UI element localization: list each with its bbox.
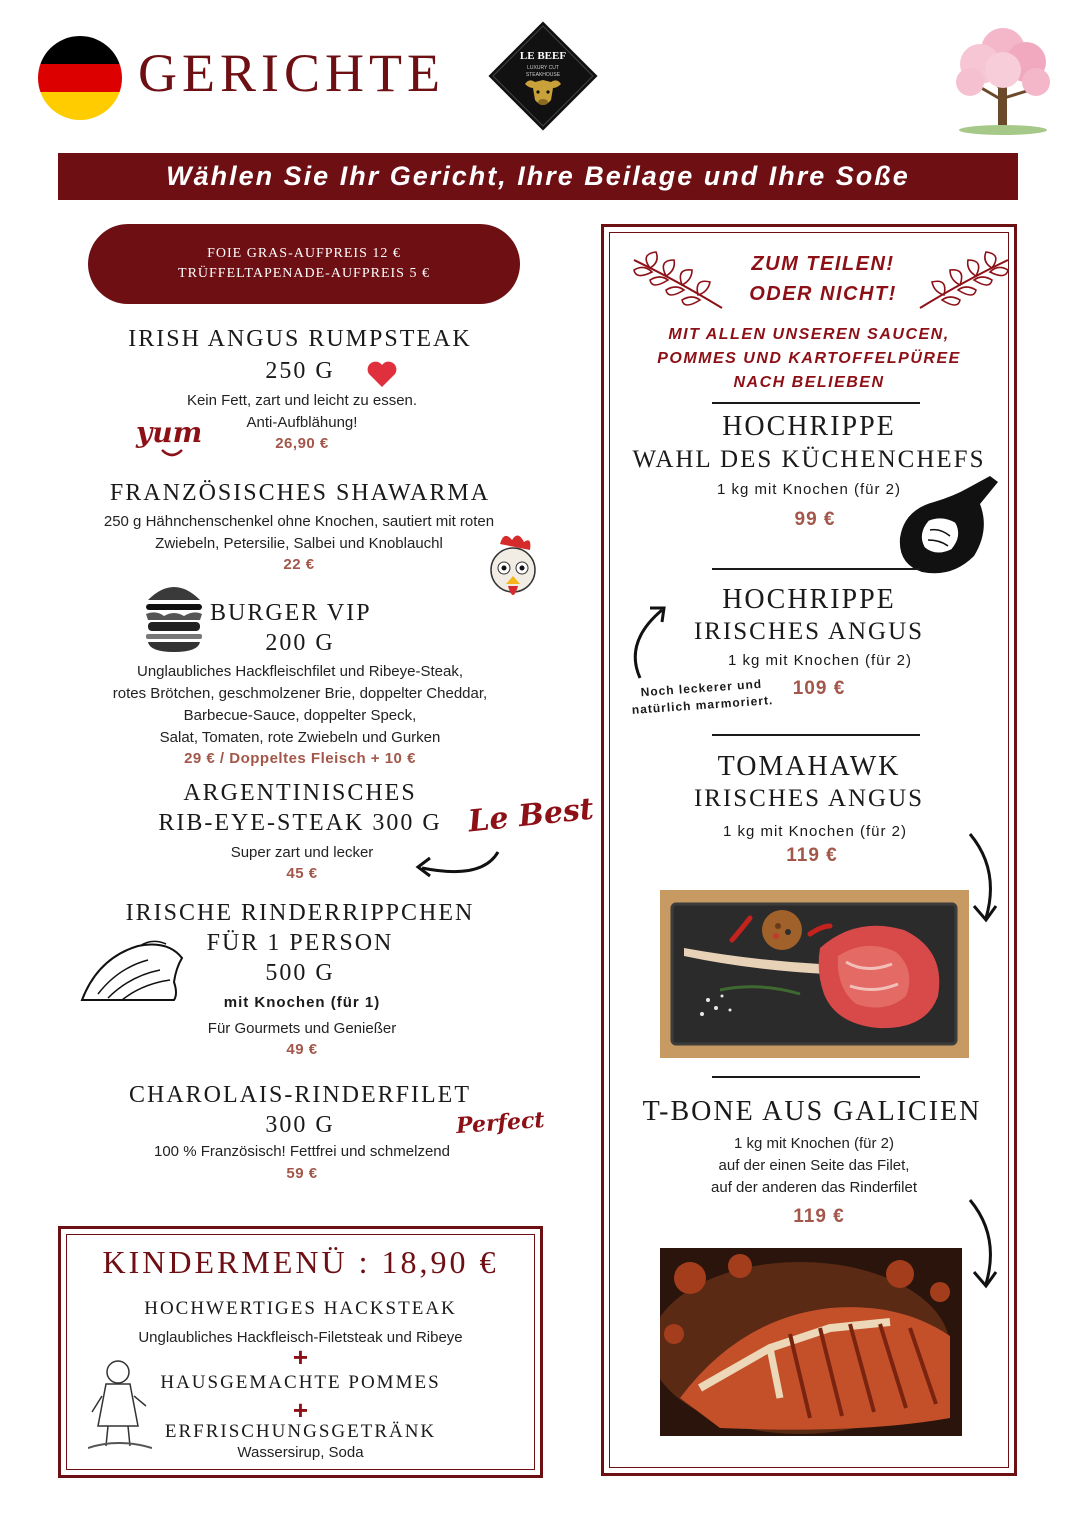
- divider: [712, 568, 920, 570]
- dish-price: 26,90 €: [275, 435, 329, 452]
- kids-item-drink: ERFRISCHUNGSGETRÄNK: [164, 1421, 437, 1442]
- dish-title: FÜR 1 PERSON: [206, 930, 394, 956]
- dish-price: 29 € / Doppeltes Fleisch + 10 €: [184, 750, 416, 767]
- dish-title: IRISCHE RINDERRIPPCHEN: [125, 900, 475, 926]
- curved-arrow-icon: [412, 848, 502, 887]
- dish-title: ARGENTINISCHES: [183, 780, 417, 806]
- kids-item-drink-desc: Wassersirup, Soda: [237, 1444, 364, 1461]
- curved-arrow-down-icon: [966, 1196, 1002, 1297]
- t-bone-photo: [660, 1248, 962, 1436]
- kids-item-fries: HAUSGEMACHTE POMMES: [160, 1372, 441, 1393]
- svg-text:yum: yum: [136, 416, 203, 449]
- share-item-price: 109 €: [792, 678, 846, 699]
- child-illustration: [88, 1356, 152, 1457]
- kids-item-steak: HOCHWERTIGES HACKSTEAK: [144, 1298, 457, 1319]
- share-item-subtitle: WAHL DES KÜCHENCHEFS: [632, 446, 986, 473]
- dish-weight: 250 G: [265, 358, 335, 384]
- dish-description: Super zart und lecker: [230, 844, 374, 861]
- dish-title: IRISH ANGUS RUMPSTEAK: [128, 326, 472, 352]
- share-item-price: 119 €: [786, 845, 838, 866]
- marbling-note-line: Noch leckerer und: [640, 676, 763, 700]
- plus-sign: +: [292, 1395, 309, 1425]
- tomahawk-photo: [660, 890, 969, 1058]
- share-item-description: auf der einen Seite das Filet,: [718, 1157, 910, 1174]
- dish-weight: 200 G: [265, 630, 335, 656]
- svg-text:STEAKHOUSE: STEAKHOUSE: [525, 72, 561, 78]
- divider: [712, 402, 920, 404]
- plus-sign: +: [292, 1342, 309, 1372]
- dish-description: Anti-Aufblähung!: [246, 414, 358, 431]
- dish-description: rotes Brötchen, geschmolzener Brie, doppelter Cheddar,: [112, 685, 488, 702]
- share-item-portion: 1 kg mit Knochen (für 2): [716, 481, 902, 498]
- ribs-illustration: [78, 938, 188, 1013]
- divider: [712, 1076, 920, 1078]
- kids-menu-title: KINDERMENÜ : 18,90 €: [102, 1244, 499, 1280]
- share-item-title: HOCHRIPPE: [722, 411, 896, 442]
- dish-weight: 500 G: [265, 960, 335, 986]
- supplement-truffle: TRÜFFELTAPENADE-AUFPREIS 5 €: [178, 266, 430, 281]
- yum-badge-icon: [132, 410, 212, 467]
- marbling-note-line: natürlich marmoriert.: [631, 693, 774, 717]
- le-best-badge: Le Best: [466, 791, 596, 840]
- supplement-foie-gras: FOIE GRAS-AUFPREIS 12 €: [207, 246, 401, 261]
- dish-description: Salat, Tomaten, rote Zwiebeln und Gurken: [159, 729, 441, 746]
- share-item-portion: 1 kg mit Knochen (für 2): [727, 652, 913, 669]
- curved-arrow-down-icon: [966, 830, 1002, 931]
- share-heading: ODER NICHT!: [749, 283, 897, 305]
- page-title: GERICHTE: [138, 43, 445, 103]
- curved-arrow-up-icon: [622, 602, 670, 687]
- share-note: NACH BELIEBEN: [733, 374, 885, 391]
- dish-description: 100 % Französisch! Fettfrei und schmelzend: [154, 1143, 450, 1160]
- dish-title: FRANZÖSISCHES SHAWARMA: [109, 480, 491, 506]
- perfect-badge: Perfect: [455, 1106, 546, 1140]
- instruction-banner: Wählen Sie Ihr Gericht, Ihre Beilage und Ihre Soße: [58, 153, 1018, 200]
- german-flag-icon: [38, 36, 122, 120]
- dish-description: Barbecue-Sauce, doppelter Speck,: [183, 707, 417, 724]
- dish-note: mit Knochen (für 1): [223, 994, 381, 1011]
- dish-price: 49 €: [286, 1041, 318, 1058]
- share-item-title: HOCHRIPPE: [722, 584, 896, 615]
- dish-description: Unglaubliches Hackfleischfilet und Ribeye-Steak,: [136, 663, 463, 680]
- share-item-price: 99 €: [794, 509, 836, 530]
- kids-item-steak-desc: Unglaubliches Hackfleisch-Filetsteak und Ribeye: [138, 1329, 463, 1346]
- dish-title: RIB-EYE-STEAK 300 G: [158, 810, 442, 836]
- le-beef-logo: [485, 18, 601, 134]
- dish-description: 250 g Hähnchenschenkel ohne Knochen, sautiert mit roten: [103, 513, 495, 530]
- dish-description: Zwiebeln, Petersilie, Salbei und Knoblauchl: [155, 535, 443, 552]
- share-item-portion: 1 kg mit Knochen (für 2): [733, 1135, 895, 1152]
- share-item-price: 119 €: [793, 1206, 845, 1227]
- dish-weight: 300 G: [265, 1112, 335, 1138]
- svg-text:LE BEEF: LE BEEF: [519, 50, 567, 62]
- svg-text:LUXURY CUT: LUXURY CUT: [527, 65, 559, 71]
- share-note: MIT ALLEN UNSEREN SAUCEN,: [668, 326, 950, 343]
- dish-price: 22 €: [283, 556, 315, 573]
- divider: [712, 734, 920, 736]
- cherry-blossom-tree-icon: [948, 20, 1058, 138]
- share-heading: ZUM TEILEN!: [751, 253, 895, 275]
- supplement-pill: [88, 224, 520, 304]
- dish-price: 45 €: [286, 865, 318, 882]
- rooster-icon: [482, 530, 544, 617]
- share-item-subtitle: IRISCHES ANGUS: [693, 785, 925, 812]
- share-item-subtitle: IRISCHES ANGUS: [693, 618, 925, 645]
- share-item-description: auf der anderen das Rinderfilet: [711, 1179, 917, 1196]
- dish-description: Kein Fett, zart und leicht zu essen.: [186, 392, 418, 409]
- heart-icon: [366, 360, 398, 393]
- share-item-portion: 1 kg mit Knochen (für 2): [722, 823, 908, 840]
- share-note: POMMES UND KARTOFFELPÜREE: [657, 350, 961, 367]
- dish-description: Für Gourmets und Genießer: [207, 1020, 397, 1037]
- dish-title: BURGER VIP: [210, 600, 372, 626]
- dish-title: CHAROLAIS-RINDERFILET: [129, 1082, 471, 1108]
- share-item-title: TOMAHAWK: [717, 751, 901, 782]
- dish-price: 59 €: [286, 1165, 318, 1182]
- share-item-title: T-BONE AUS GALICIEN: [642, 1096, 982, 1127]
